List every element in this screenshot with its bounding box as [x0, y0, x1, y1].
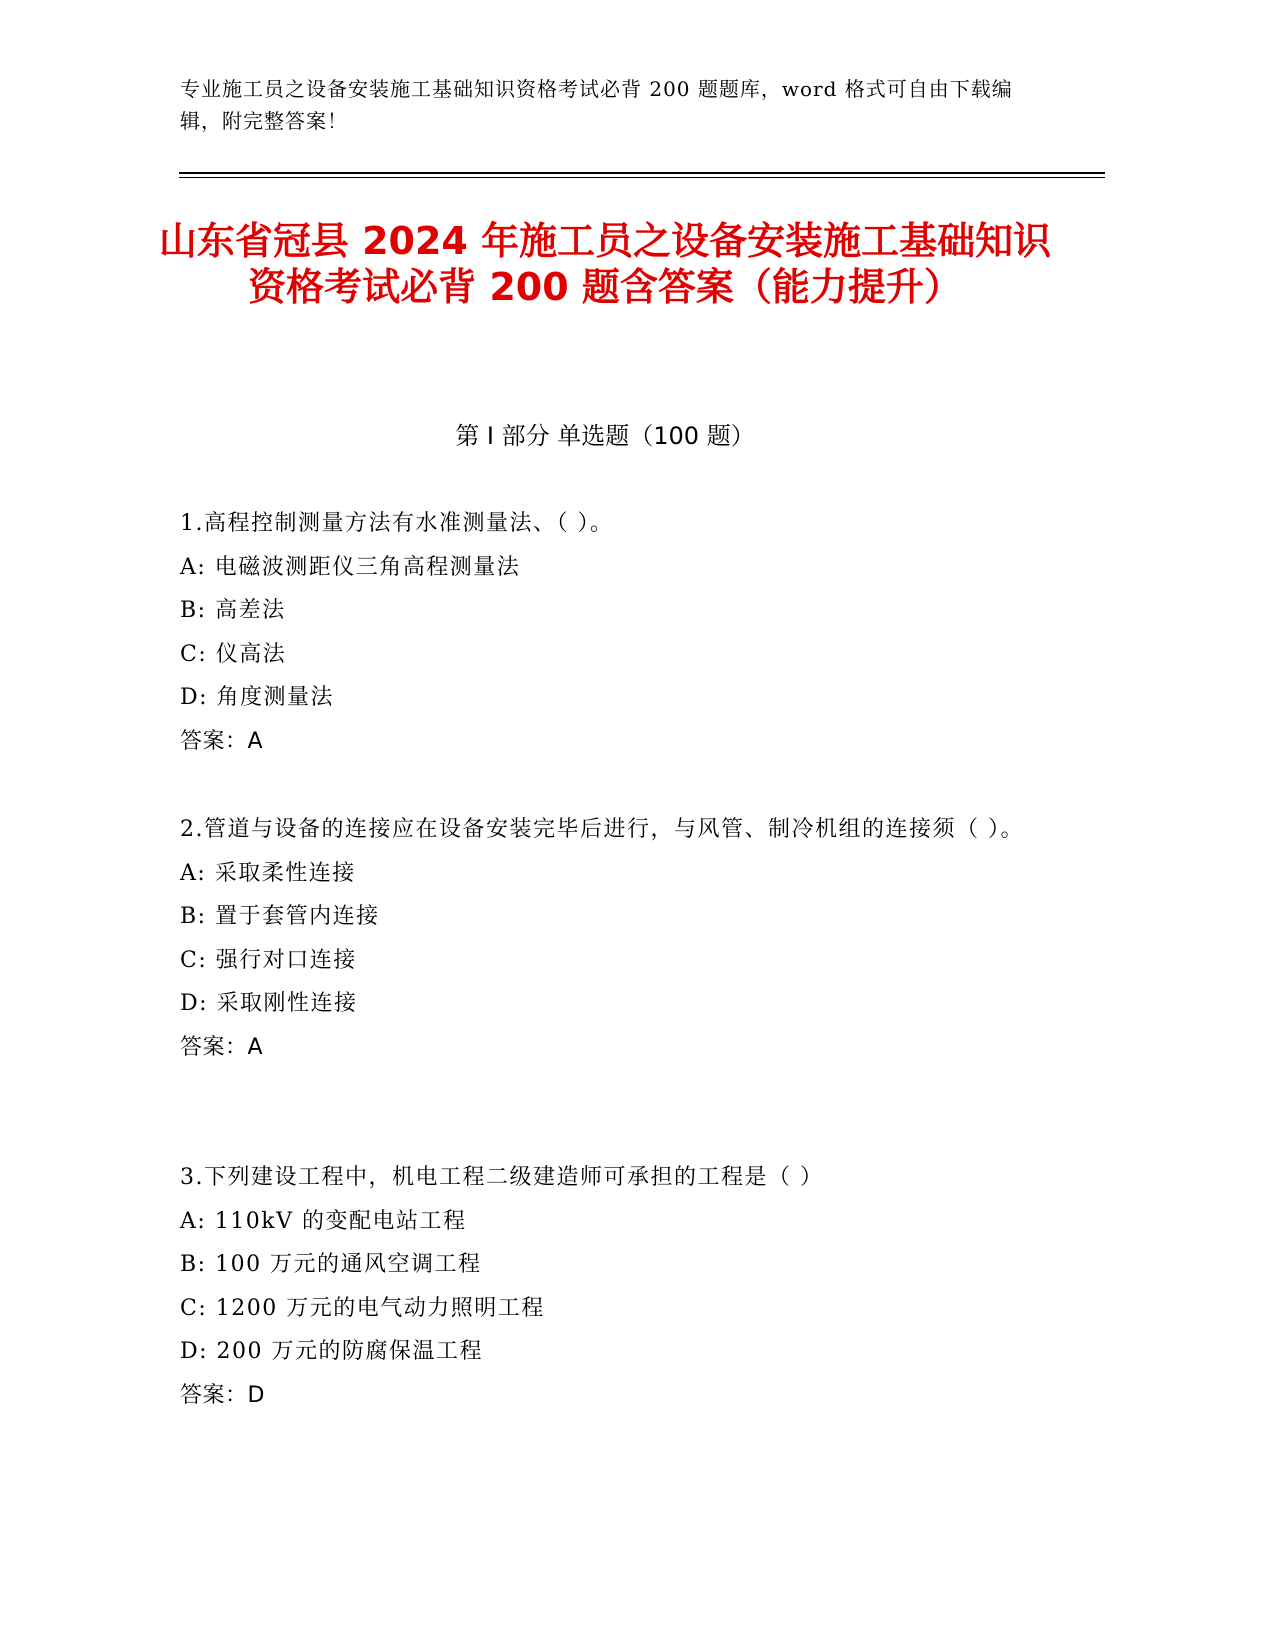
- option-c: C: 1200 万元的电气动力照明工程: [180, 1295, 545, 1321]
- answer-line: [180, 1374, 1040, 1418]
- question-stem: 3.下列建设工程中，机电工程二级建造师可承担的工程是（ ）: [180, 1165, 824, 1190]
- option-a: A: 采取柔性连接: [180, 860, 356, 886]
- question-3: [180, 1156, 1040, 1417]
- answer-value: A: [247, 1034, 264, 1060]
- header-divider-thick: [179, 172, 1105, 174]
- header-note: 专业施工员之设备安装施工基础知识资格考试必背 200 题题库，word 格式可自由下载编辑，附完整答案！: [180, 77, 1013, 133]
- answer-line: [180, 720, 1040, 764]
- answer-value: D: [247, 1382, 265, 1408]
- section-title: 第 I 部分 单选题（100 题）: [455, 422, 755, 450]
- option-c: C: 仪高法: [180, 641, 287, 667]
- question-2: [180, 808, 1040, 1069]
- answer-label: 答案：: [180, 1034, 248, 1060]
- question-stem: 1.高程控制测量方法有水准测量法、（ ）。: [180, 511, 614, 536]
- answer-line: [180, 1026, 1040, 1070]
- option-d: D: 采取刚性连接: [180, 991, 358, 1016]
- option-b: B: 置于套管内连接: [180, 904, 380, 929]
- question-1: [180, 502, 1040, 763]
- answer-value: A: [247, 728, 264, 754]
- answer-label: 答案：: [180, 728, 248, 754]
- document-title: 山东省冠县 2024 年施工员之设备安装施工基础知识资格考试必背 200 题含答案（能力提升）: [158, 219, 1052, 309]
- option-a: A: 110kV 的变配电站工程: [180, 1208, 467, 1234]
- option-b: B: 高差法: [180, 598, 286, 623]
- option-c: C: 强行对口连接: [180, 947, 357, 973]
- header-divider-thin: [179, 177, 1105, 178]
- option-b: B: 100 万元的通风空调工程: [180, 1252, 482, 1277]
- question-stem: 2.管道与设备的连接应在设备安装完毕后进行，与风管、制冷机组的连接须（ ）。: [180, 817, 1024, 842]
- option-d: D: 200 万元的防腐保温工程: [180, 1339, 484, 1364]
- option-a: A: 电磁波测距仪三角高程测量法: [180, 554, 521, 580]
- answer-label: 答案：: [180, 1382, 248, 1408]
- option-d: D: 角度测量法: [180, 685, 335, 710]
